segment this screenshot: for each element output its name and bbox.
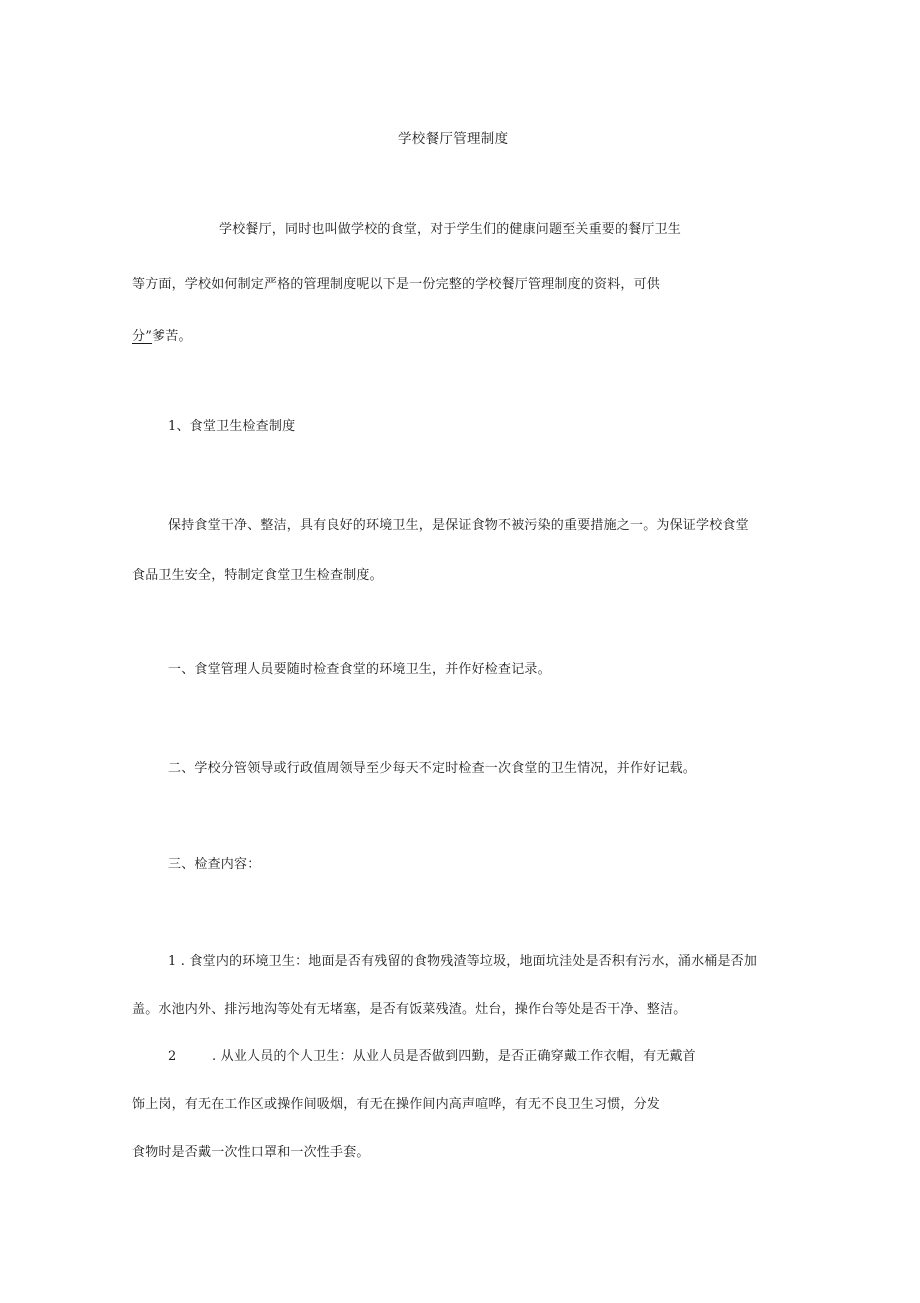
intro-line-2: 等方面，学校如何制定严格的管理制度呢以下是一份完整的学校餐厅管理制度的资料，可供 (132, 277, 661, 292)
check-item-1-line-2: 盖。水池内外、排污地沟等处有无堵塞，是否有饭菜残渣。灶台，操作台等处是否干净、整洁。 (132, 1002, 687, 1017)
check-item-2-number: 2 (168, 1049, 177, 1064)
section-paragraph-line-1: 保持食堂干净、整洁，具有良好的环境卫生，是保证食物不被污染的重要措施之一。为保证学校食堂 (168, 518, 749, 533)
section-paragraph-line-2: 食品卫生安全，特制定食堂卫生检查制度。 (132, 568, 383, 583)
check-item-1-line-1: 1 . 食堂内的环境卫生：地面是否有残留的食物残渣等垃圾，地面坑洼处是否积有污水，涌水桶是否加 (168, 954, 758, 969)
check-item-2-line-2: 饰上岗，有无在工作区或操作间吸烟，有无在操作间内高声喧哗，有无不良卫生习惯，分发 (132, 1097, 661, 1112)
intro-line-1: 学校餐厅，同时也叫做学校的食堂，对于学生们的健康问题至关重要的餐厅卫生 (219, 222, 682, 237)
intro-line-3-rest: 爹苦。 (152, 329, 192, 344)
document-title: 学校餐厅管理制度 (398, 131, 509, 147)
intro-underlined-text: 分” (132, 329, 153, 344)
rule-item-2: 二、学校分管领导或行政值周领导至少每天不定时检查一次食堂的卫生情况，并作好记载。 (168, 761, 697, 776)
section-heading: 1、食堂卫生检查制度 (168, 419, 296, 434)
rule-item-1: 一、食堂管理人员要随时检查食堂的环境卫生，并作好检查记录。 (168, 662, 551, 677)
intro-line-3 (132, 329, 192, 345)
check-item-2-line-1: . 从业人员的个人卫生：从业人员是否做到四勤，是否正确穿戴工作衣帽，有无戴首 (212, 1049, 696, 1064)
check-item-2-line-3: 食物时是否戴一次性口罩和一次性手套。 (132, 1145, 370, 1160)
rule-item-3: 三、检查内容： (168, 857, 261, 872)
